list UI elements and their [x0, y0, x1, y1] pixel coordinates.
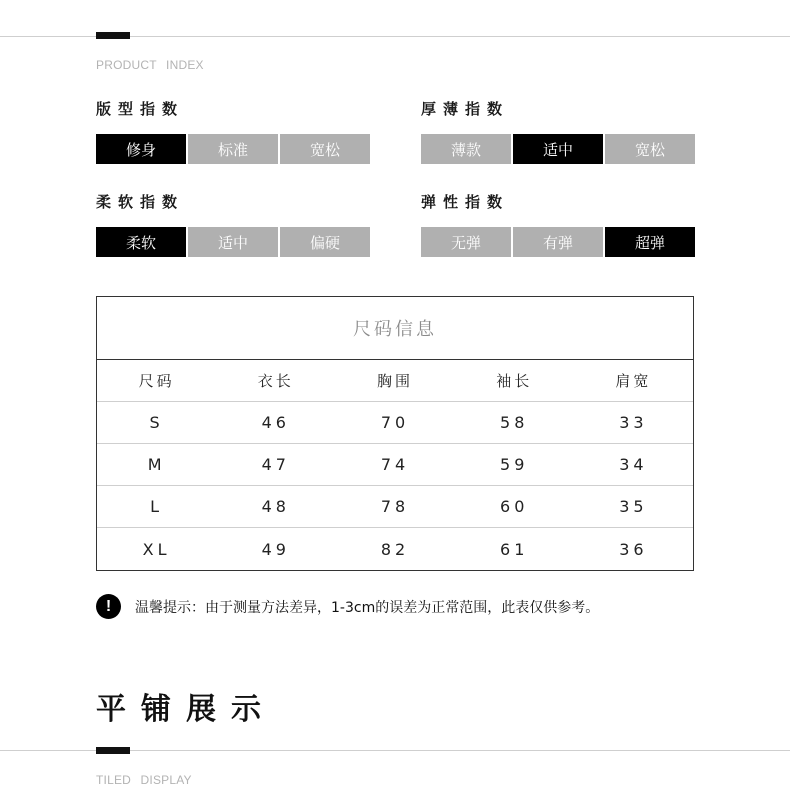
softness-index-title: 柔软指数	[96, 193, 185, 211]
fit-index-title: 版型指数	[96, 100, 185, 118]
tiled-display-label: TILED DISPLAY	[96, 773, 192, 787]
size-table-header-row	[97, 360, 693, 402]
header-cell: 胸围	[377, 372, 414, 390]
table-cell: 46	[261, 413, 290, 432]
table-cell: 82	[380, 539, 410, 559]
product-index-label: PRODUCT INDEX	[96, 58, 204, 72]
thickness-index-title: 厚薄指数	[421, 100, 510, 118]
thickness-index-options	[421, 134, 695, 164]
table-cell: 47	[261, 455, 290, 474]
table-cell: 34	[619, 455, 648, 474]
table-cell: 49	[261, 539, 290, 559]
header-cell: 尺码	[138, 372, 175, 390]
header-cell: 肩宽	[615, 372, 652, 390]
table-cell: 58	[500, 413, 529, 432]
fit-index-options	[96, 134, 370, 164]
elasticity-index-title: 弹性指数	[421, 193, 510, 211]
thickness-option-loose: 宽松	[605, 134, 695, 164]
softness-option-medium: 适中	[188, 227, 278, 257]
table-cell: 48	[261, 497, 290, 516]
fit-option-standard: 标准	[188, 134, 278, 164]
thickness-option-thin: 薄款	[421, 134, 511, 164]
table-cell: 74	[380, 455, 410, 474]
table-cell: 70	[380, 413, 410, 432]
table-cell: 78	[380, 497, 410, 516]
size-table-caption: 尺码信息	[97, 297, 693, 360]
table-cell: 36	[619, 539, 648, 559]
fit-option-slim: 修身	[96, 134, 186, 164]
table-row	[97, 402, 693, 444]
elasticity-option-none: 无弹	[421, 227, 511, 257]
measurement-notice	[96, 594, 599, 619]
size-table	[96, 296, 694, 571]
bottom-accent-bar	[96, 747, 130, 754]
table-cell: S	[149, 413, 164, 432]
table-row	[97, 444, 693, 486]
table-row	[97, 486, 693, 528]
softness-index-options	[96, 227, 370, 257]
thickness-option-medium: 适中	[513, 134, 603, 164]
softness-option-soft: 柔软	[96, 227, 186, 257]
elasticity-option-stretch: 有弹	[513, 227, 603, 257]
table-cell: XL	[142, 539, 171, 559]
notice-text: 温馨提示：由于测量方法差异，1-3cm的误差为正常范围，此表仅供参考。	[135, 599, 600, 616]
elasticity-option-super: 超弹	[605, 227, 695, 257]
table-cell: 33	[619, 413, 648, 432]
top-accent-bar	[96, 32, 130, 39]
table-row	[97, 528, 693, 570]
tiled-display-title: 平铺展示	[96, 692, 276, 727]
fit-option-loose: 宽松	[280, 134, 370, 164]
table-cell: L	[150, 497, 164, 516]
header-cell: 衣长	[257, 372, 294, 390]
elasticity-index-options	[421, 227, 695, 257]
table-cell: 60	[500, 497, 529, 516]
header-cell: 袖长	[496, 372, 533, 390]
table-cell: M	[147, 455, 166, 474]
exclamation-icon: !	[96, 594, 121, 619]
table-cell: 61	[500, 539, 529, 559]
table-cell: 35	[619, 497, 648, 516]
softness-option-stiff: 偏硬	[280, 227, 370, 257]
table-cell: 59	[500, 455, 529, 474]
